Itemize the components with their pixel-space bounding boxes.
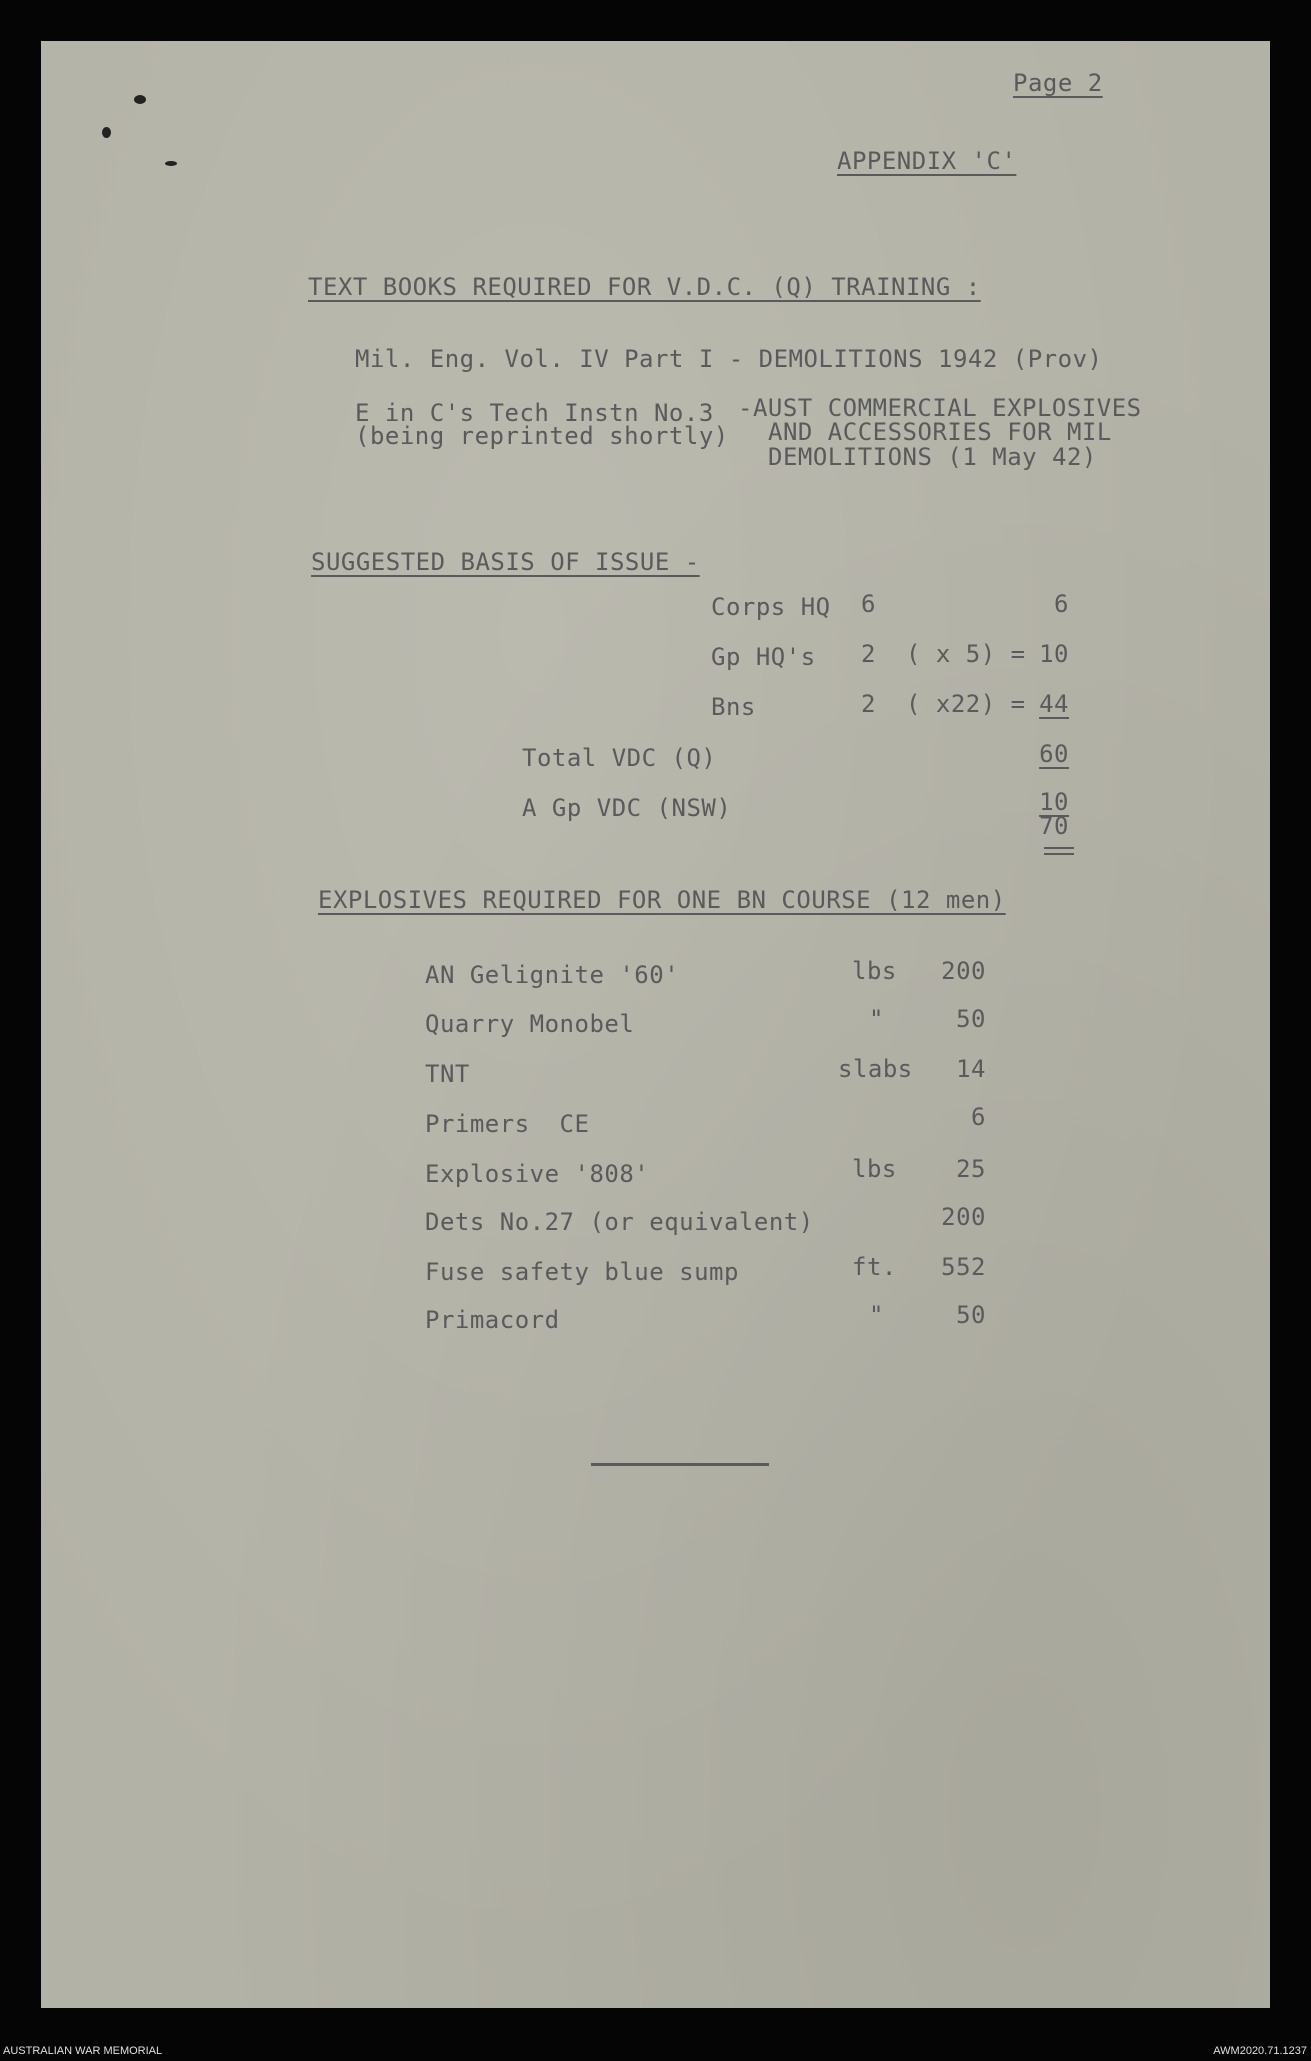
issue-total: 6 xyxy=(1054,590,1069,618)
issue-total: 44 xyxy=(1039,690,1069,718)
issue-unit: Gp HQ's xyxy=(711,643,816,671)
staple-mark xyxy=(134,95,146,104)
text-book-1: Mil. Eng. Vol. IV Part I - DEMOLITIONS 1942 (Prov) xyxy=(355,345,1103,373)
explosive-item: Quarry Monobel xyxy=(425,1010,635,1038)
explosive-qty: 14 xyxy=(956,1055,986,1083)
explosive-unit: ft. xyxy=(852,1253,897,1281)
text-book-2-title: E in C's Tech Instn No.3 xyxy=(355,399,714,427)
issue-total: 10 xyxy=(1039,640,1069,668)
footer-reference: AWM2020.71.1237 xyxy=(1213,2045,1307,2057)
explosive-unit: " xyxy=(869,1005,884,1033)
explosive-qty: 200 xyxy=(941,957,986,985)
double-rule xyxy=(1044,853,1074,855)
explosive-item: AN Gelignite '60' xyxy=(425,961,680,989)
text-book-2-desc-3: DEMOLITIONS (1 May 42) xyxy=(768,443,1097,471)
text-books-heading: TEXT BOOKS REQUIRED FOR V.D.C. (Q) TRAINING : xyxy=(308,273,981,301)
total-label: Total VDC (Q) xyxy=(522,744,717,772)
staple-mark xyxy=(165,161,177,166)
total-value: 60 xyxy=(1039,740,1069,768)
explosive-qty: 200 xyxy=(941,1203,986,1231)
end-rule xyxy=(591,1463,769,1466)
explosive-qty: 50 xyxy=(956,1005,986,1033)
explosive-qty: 6 xyxy=(971,1103,986,1131)
explosive-unit: lbs xyxy=(852,957,897,985)
issue-qty: 6 xyxy=(861,590,876,618)
explosive-item: Primacord xyxy=(425,1306,560,1334)
explosive-unit: " xyxy=(869,1301,884,1329)
double-rule xyxy=(1044,847,1074,849)
explosive-qty: 25 xyxy=(956,1155,986,1183)
text-book-2-desc-2: AND ACCESSORIES FOR MIL xyxy=(768,418,1112,446)
explosive-unit: lbs xyxy=(852,1155,897,1183)
explosive-qty: 50 xyxy=(956,1301,986,1329)
explosive-item: Explosive '808' xyxy=(425,1160,650,1188)
explosive-qty: 552 xyxy=(941,1253,986,1281)
explosive-item: Primers CE xyxy=(425,1110,590,1138)
issue-multiplier: ( x 5) = xyxy=(906,640,1026,668)
issue-qty: 2 xyxy=(861,690,876,718)
text-book-2-note: (being reprinted shortly) xyxy=(355,422,729,450)
extra-label: A Gp VDC (NSW) xyxy=(522,794,732,822)
issue-unit: Corps HQ xyxy=(711,593,831,621)
document-page xyxy=(41,41,1270,2008)
appendix-title: APPENDIX 'C' xyxy=(837,147,1017,175)
page-label: Page 2 xyxy=(1013,69,1103,97)
explosive-item: Fuse safety blue sump xyxy=(425,1258,739,1286)
staple-mark xyxy=(102,127,111,138)
explosive-item: Dets No.27 (or equivalent) xyxy=(425,1208,814,1236)
issue-unit: Bns xyxy=(711,693,756,721)
extra-value: 10 xyxy=(1039,788,1069,816)
footer-source: AUSTRALIAN WAR MEMORIAL xyxy=(3,2045,163,2057)
issue-heading: SUGGESTED BASIS OF ISSUE - xyxy=(311,548,700,576)
explosives-heading: EXPLOSIVES REQUIRED FOR ONE BN COURSE (12 men) xyxy=(318,886,1006,914)
explosive-unit: slabs xyxy=(838,1055,913,1083)
text-book-2-desc-1: -AUST COMMERCIAL EXPLOSIVES xyxy=(738,394,1142,422)
grand-total: 70 xyxy=(1039,812,1069,840)
issue-qty: 2 xyxy=(861,640,876,668)
issue-multiplier: ( x22) = xyxy=(906,690,1026,718)
explosive-item: TNT xyxy=(425,1060,470,1088)
